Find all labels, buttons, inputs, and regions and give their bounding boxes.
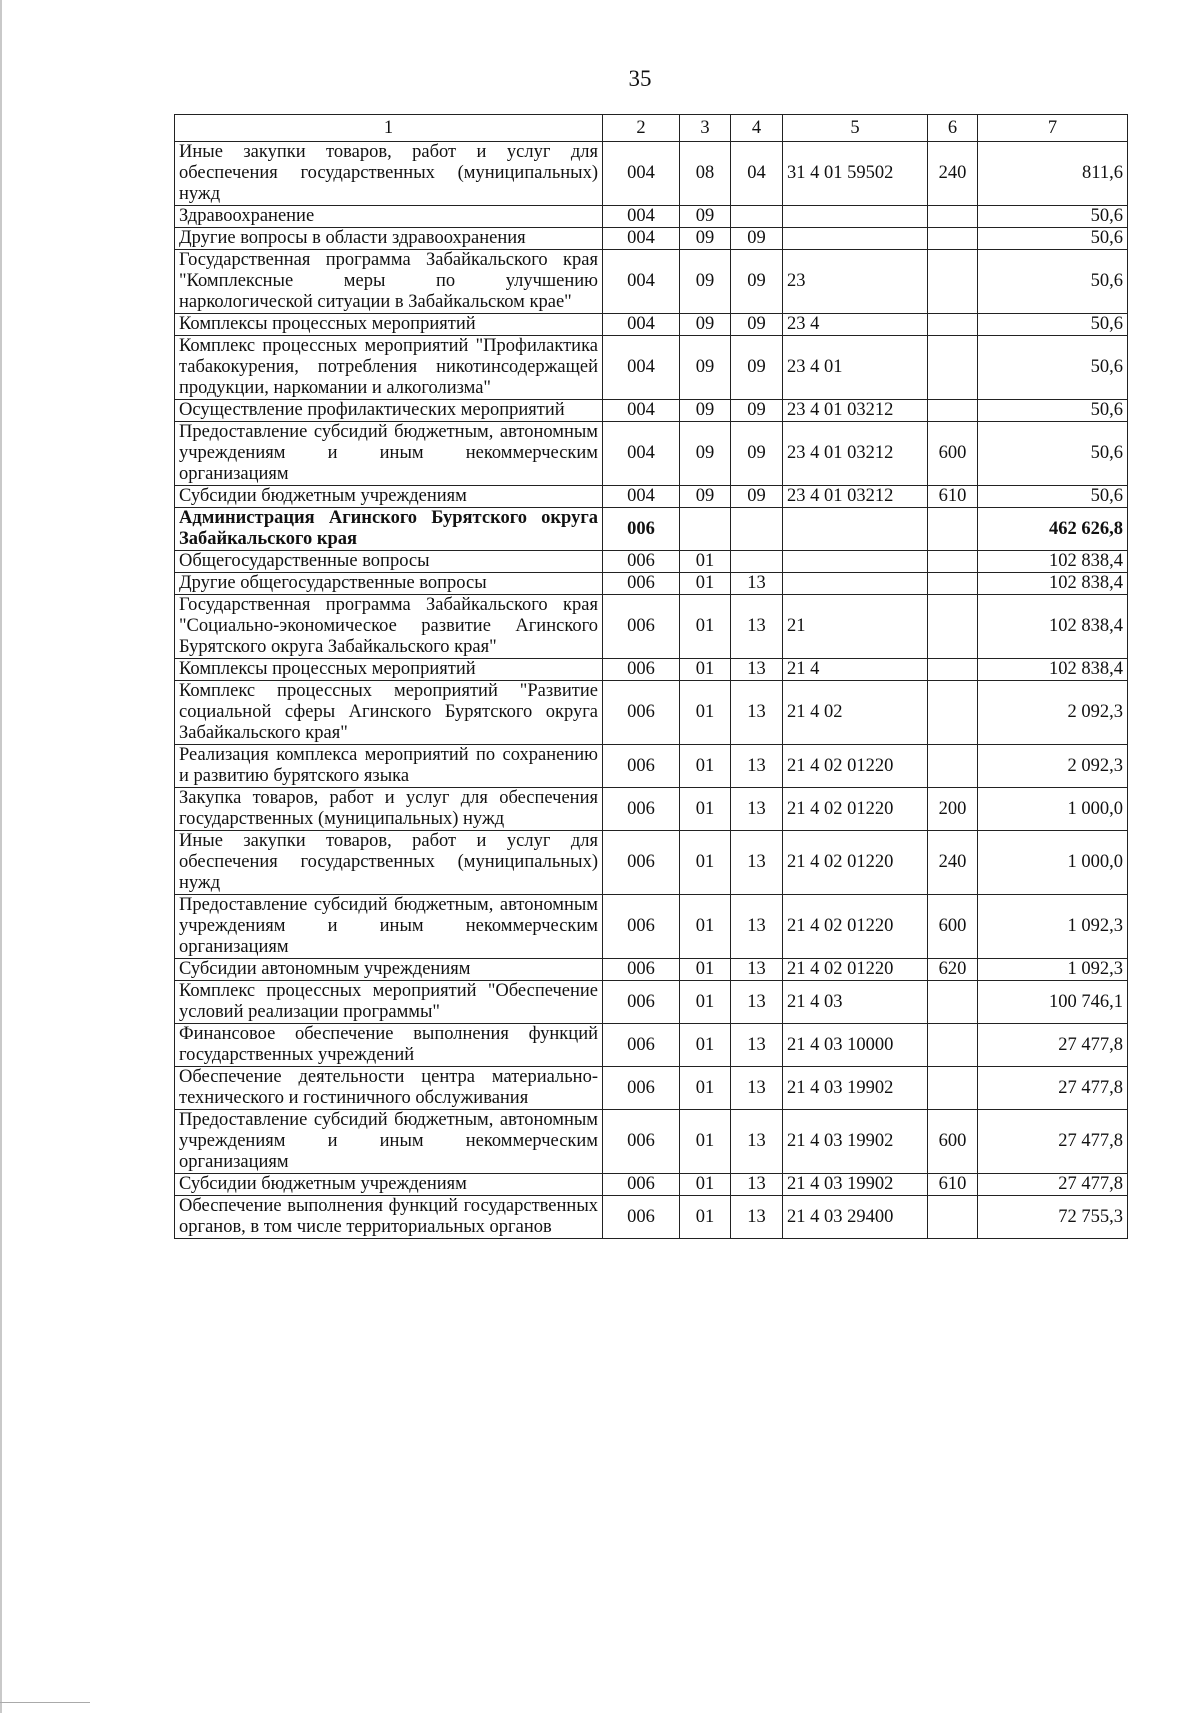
code-section: 09 [680,206,731,228]
code-target-article: 31 4 01 59502 [783,142,928,206]
code-section: 09 [680,228,731,250]
code-subsection [731,508,783,551]
item-name: Субсидии бюджетным учреждениям [175,1174,603,1196]
code-target-article: 23 [783,250,928,314]
code-expense-type: 610 [928,1174,978,1196]
code-target-article: 21 [783,595,928,659]
code-subsection [731,551,783,573]
code-section: 01 [680,1024,731,1067]
code-section: 09 [680,422,731,486]
code-section: 09 [680,400,731,422]
code-subsection [731,206,783,228]
code-ministry: 004 [603,314,680,336]
code-subsection: 13 [731,681,783,745]
code-section: 01 [680,745,731,788]
code-section: 01 [680,981,731,1024]
table-row [175,659,1128,681]
code-subsection: 13 [731,959,783,981]
code-subsection: 13 [731,831,783,895]
item-name: Другие вопросы в области здравоохранения [175,228,603,250]
code-target-article: 21 4 03 [783,981,928,1024]
amount: 1 000,0 [978,788,1128,831]
code-target-article: 21 4 02 01220 [783,895,928,959]
header-cell-4: 4 [731,115,783,142]
code-subsection: 13 [731,1174,783,1196]
amount: 2 092,3 [978,745,1128,788]
table-row [175,745,1128,788]
code-target-article [783,228,928,250]
table-row [175,1024,1128,1067]
code-ministry: 006 [603,788,680,831]
code-expense-type [928,659,978,681]
code-target-article [783,508,928,551]
code-subsection: 04 [731,142,783,206]
code-subsection: 13 [731,595,783,659]
code-expense-type [928,573,978,595]
budget-table [174,114,1128,1239]
code-section: 09 [680,250,731,314]
code-ministry: 006 [603,981,680,1024]
code-target-article: 23 4 01 03212 [783,400,928,422]
code-expense-type: 240 [928,142,978,206]
code-expense-type [928,681,978,745]
amount: 462 626,8 [978,508,1128,551]
table-row [175,314,1128,336]
amount: 27 477,8 [978,1067,1128,1110]
table-row [175,486,1128,508]
code-subsection: 13 [731,895,783,959]
code-target-article [783,206,928,228]
code-expense-type [928,206,978,228]
amount: 27 477,8 [978,1174,1128,1196]
amount: 2 092,3 [978,681,1128,745]
amount: 50,6 [978,228,1128,250]
table-row [175,551,1128,573]
code-target-article: 21 4 [783,659,928,681]
amount: 1 000,0 [978,831,1128,895]
code-expense-type [928,745,978,788]
amount: 27 477,8 [978,1024,1128,1067]
code-expense-type [928,595,978,659]
item-name: Другие общегосударственные вопросы [175,573,603,595]
code-ministry: 004 [603,206,680,228]
code-section: 01 [680,788,731,831]
scan-mark [0,1702,90,1703]
code-expense-type [928,1067,978,1110]
item-name: Комплексы процессных мероприятий [175,659,603,681]
amount: 1 092,3 [978,895,1128,959]
code-section: 01 [680,659,731,681]
code-ministry: 006 [603,1024,680,1067]
code-subsection: 13 [731,1067,783,1110]
table-row [175,595,1128,659]
code-expense-type [928,250,978,314]
header-cell-3: 3 [680,115,731,142]
code-subsection: 09 [731,400,783,422]
code-expense-type [928,400,978,422]
table-row [175,1174,1128,1196]
code-subsection: 09 [731,228,783,250]
code-subsection: 09 [731,422,783,486]
code-ministry: 006 [603,659,680,681]
item-name: Обеспечение деятельности центра материально-технического и гостиничного обслуживания [175,1067,603,1110]
code-ministry: 004 [603,336,680,400]
code-section: 09 [680,486,731,508]
table-row [175,959,1128,981]
code-target-article: 21 4 03 19902 [783,1174,928,1196]
code-ministry: 006 [603,745,680,788]
code-ministry: 004 [603,400,680,422]
item-name: Государственная программа Забайкальского края "Социально-экономическое развитие Агинского Бурятского округа Забайкальского края" [175,595,603,659]
amount: 102 838,4 [978,659,1128,681]
amount: 102 838,4 [978,573,1128,595]
table-row [175,206,1128,228]
header-row [175,115,1128,142]
item-name: Комплекс процессных мероприятий "Обеспечение условий реализации программы" [175,981,603,1024]
table-row [175,336,1128,400]
code-section: 01 [680,1110,731,1174]
code-ministry: 004 [603,422,680,486]
code-expense-type: 600 [928,422,978,486]
code-subsection: 13 [731,1024,783,1067]
table-row [175,1067,1128,1110]
table-row [175,895,1128,959]
code-section: 01 [680,1067,731,1110]
table-row [175,573,1128,595]
table-row [175,400,1128,422]
code-subsection: 13 [731,659,783,681]
code-section: 01 [680,895,731,959]
header-cell-1: 1 [175,115,603,142]
code-section: 01 [680,1196,731,1239]
item-name: Иные закупки товаров, работ и услуг для обеспечения государственных (муниципальных) нужд [175,831,603,895]
scan-edge [0,0,2,1713]
code-ministry: 006 [603,551,680,573]
header-cell-7: 7 [978,115,1128,142]
item-name: Обеспечение выполнения функций государственных органов, в том числе территориальных органов [175,1196,603,1239]
item-name: Комплексы процессных мероприятий [175,314,603,336]
amount: 72 755,3 [978,1196,1128,1239]
item-name: Иные закупки товаров, работ и услуг для обеспечения государственных (муниципальных) нужд [175,142,603,206]
code-ministry: 006 [603,681,680,745]
amount: 50,6 [978,250,1128,314]
table-row [175,981,1128,1024]
table-row [175,1196,1128,1239]
code-ministry: 006 [603,895,680,959]
code-expense-type: 240 [928,831,978,895]
code-expense-type [928,1024,978,1067]
code-ministry: 006 [603,831,680,895]
code-expense-type: 610 [928,486,978,508]
code-subsection: 13 [731,745,783,788]
code-expense-type [928,551,978,573]
item-name: Государственная программа Забайкальского края "Комплексные меры по улучшению наркологической ситуации в Забайкальском крае" [175,250,603,314]
table-row [175,1110,1128,1174]
code-target-article: 23 4 01 03212 [783,422,928,486]
code-target-article: 21 4 02 01220 [783,831,928,895]
code-expense-type: 620 [928,959,978,981]
code-target-article: 21 4 02 [783,681,928,745]
amount: 50,6 [978,422,1128,486]
table-body [175,142,1128,1239]
item-name: Закупка товаров, работ и услуг для обеспечения государственных (муниципальных) нужд [175,788,603,831]
item-name: Общегосударственные вопросы [175,551,603,573]
code-ministry: 004 [603,250,680,314]
header-cell-6: 6 [928,115,978,142]
code-expense-type [928,1196,978,1239]
header-cell-2: 2 [603,115,680,142]
code-target-article: 21 4 03 29400 [783,1196,928,1239]
code-section: 01 [680,551,731,573]
code-ministry: 006 [603,1067,680,1110]
code-ministry: 004 [603,486,680,508]
code-target-article: 21 4 02 01220 [783,745,928,788]
item-name: Субсидии бюджетным учреждениям [175,486,603,508]
code-target-article: 21 4 02 01220 [783,788,928,831]
code-target-article: 23 4 [783,314,928,336]
table-row [175,142,1128,206]
amount: 811,6 [978,142,1128,206]
item-name: Комплекс процессных мероприятий "Развитие социальной сферы Агинского Бурятского округа Забайкальского края" [175,681,603,745]
amount: 102 838,4 [978,551,1128,573]
code-section: 01 [680,573,731,595]
amount: 102 838,4 [978,595,1128,659]
code-target-article [783,551,928,573]
code-expense-type: 600 [928,1110,978,1174]
item-name: Администрация Агинского Бурятского округа Забайкальского края [175,508,603,551]
code-subsection: 09 [731,314,783,336]
code-ministry: 004 [603,228,680,250]
code-subsection: 13 [731,573,783,595]
table-row [175,681,1128,745]
page-number: 35 [628,66,652,91]
code-ministry: 006 [603,1174,680,1196]
item-name: Осуществление профилактических мероприятий [175,400,603,422]
code-subsection: 13 [731,1196,783,1239]
code-expense-type: 200 [928,788,978,831]
code-ministry: 006 [603,1196,680,1239]
amount: 27 477,8 [978,1110,1128,1174]
code-section: 01 [680,1174,731,1196]
code-subsection: 13 [731,981,783,1024]
code-subsection: 13 [731,1110,783,1174]
code-expense-type [928,336,978,400]
code-expense-type [928,981,978,1024]
code-section: 01 [680,595,731,659]
code-target-article: 21 4 03 10000 [783,1024,928,1067]
item-name: Реализация комплекса мероприятий по сохранению и развитию бурятского языка [175,745,603,788]
code-ministry: 006 [603,573,680,595]
item-name: Финансовое обеспечение выполнения функций государственных учреждений [175,1024,603,1067]
amount: 50,6 [978,486,1128,508]
item-name: Субсидии автономным учреждениям [175,959,603,981]
header-cell-5: 5 [783,115,928,142]
code-expense-type [928,508,978,551]
code-expense-type [928,228,978,250]
code-ministry: 006 [603,595,680,659]
amount: 50,6 [978,400,1128,422]
table-row [175,508,1128,551]
code-target-article: 23 4 01 [783,336,928,400]
code-subsection: 09 [731,250,783,314]
code-target-article: 21 4 02 01220 [783,959,928,981]
code-target-article: 21 4 03 19902 [783,1067,928,1110]
item-name: Предоставление субсидий бюджетным, автономным учреждениям и иным некоммерческим организациям [175,422,603,486]
code-section: 01 [680,959,731,981]
table-row [175,228,1128,250]
table-row [175,831,1128,895]
code-section: 01 [680,681,731,745]
item-name: Предоставление субсидий бюджетным, автономным учреждениям и иным некоммерческим организациям [175,895,603,959]
amount: 50,6 [978,336,1128,400]
code-section: 08 [680,142,731,206]
amount: 1 092,3 [978,959,1128,981]
code-section: 09 [680,336,731,400]
code-section: 01 [680,831,731,895]
code-subsection: 09 [731,486,783,508]
code-target-article: 23 4 01 03212 [783,486,928,508]
amount: 100 746,1 [978,981,1128,1024]
code-ministry: 006 [603,959,680,981]
code-ministry: 006 [603,1110,680,1174]
code-expense-type [928,314,978,336]
amount: 50,6 [978,314,1128,336]
code-ministry: 004 [603,142,680,206]
code-subsection: 09 [731,336,783,400]
code-expense-type: 600 [928,895,978,959]
code-section [680,508,731,551]
code-section: 09 [680,314,731,336]
table-row [175,422,1128,486]
code-target-article: 21 4 03 19902 [783,1110,928,1174]
code-ministry: 006 [603,508,680,551]
amount: 50,6 [978,206,1128,228]
item-name: Здравоохранение [175,206,603,228]
item-name: Предоставление субсидий бюджетным, автономным учреждениям и иным некоммерческим организациям [175,1110,603,1174]
item-name: Комплекс процессных мероприятий "Профилактика табакокурения, потребления никотинсодержащей продукции, наркомании и алкоголизма" [175,336,603,400]
table-row [175,788,1128,831]
table-row [175,250,1128,314]
code-subsection: 13 [731,788,783,831]
code-target-article [783,573,928,595]
